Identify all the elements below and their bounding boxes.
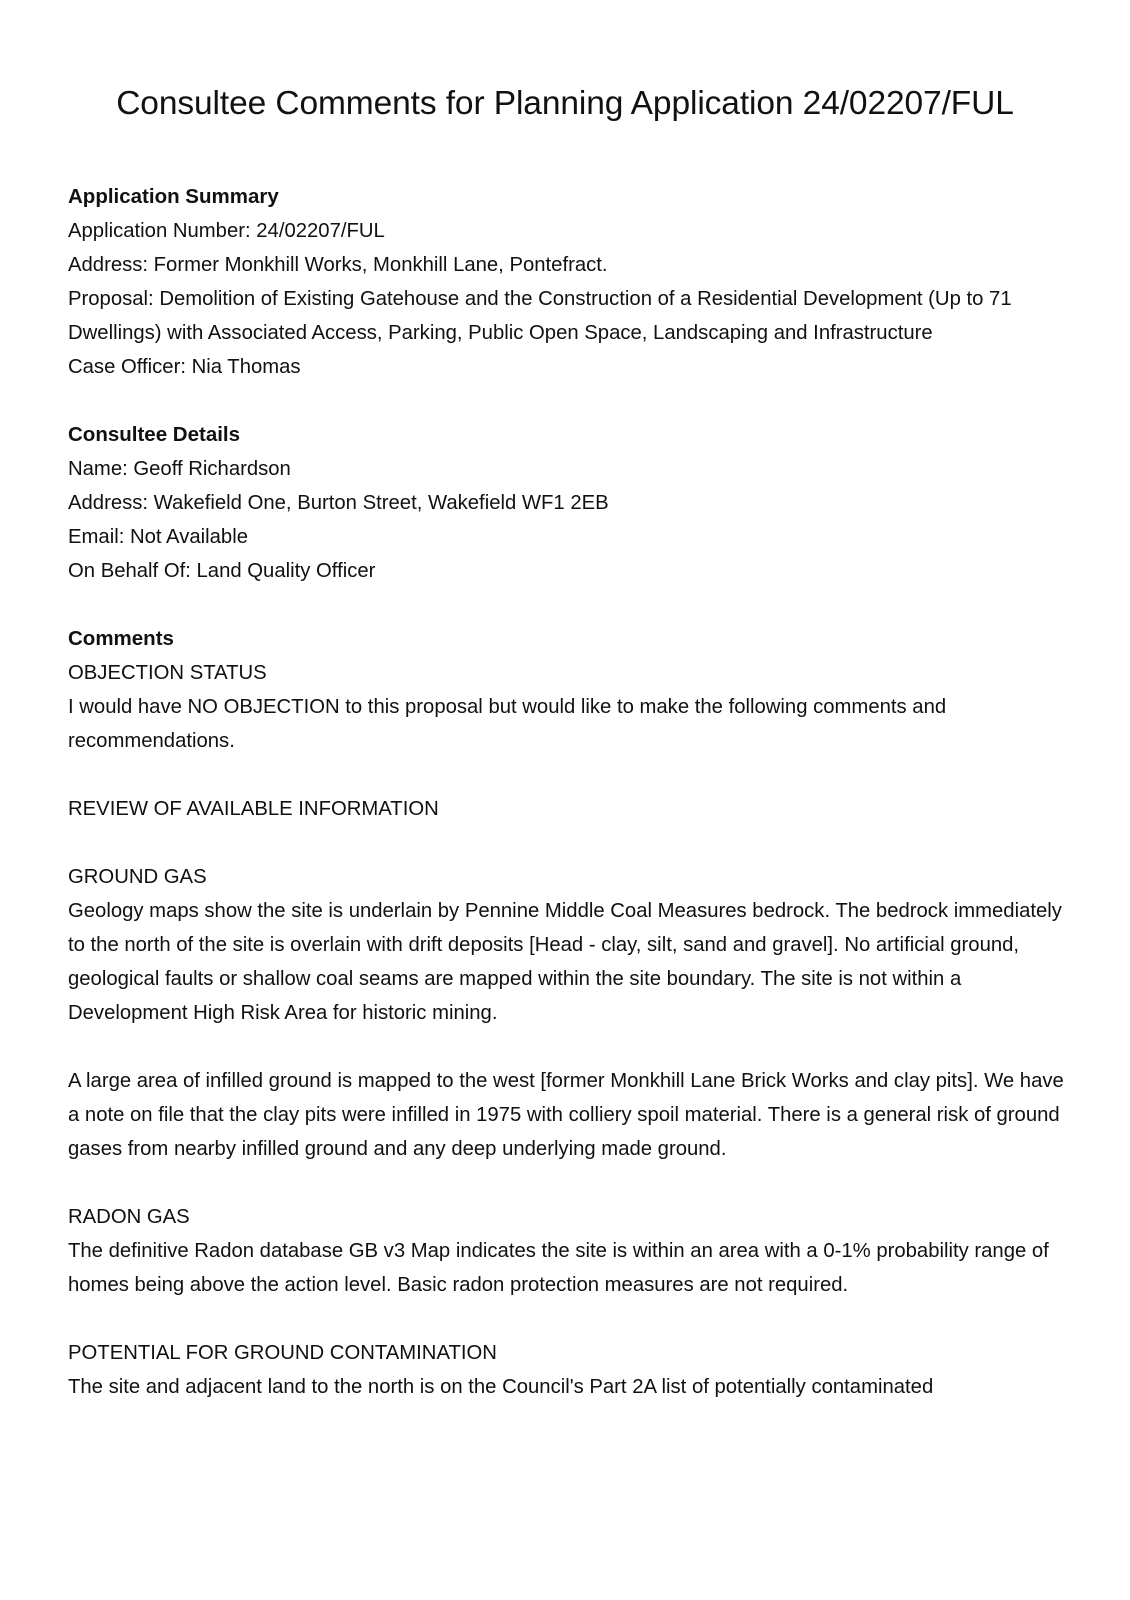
contamination-text: The site and adjacent land to the north is on the Council's Part 2A list of potentially contaminated: [68, 1376, 934, 1398]
page-title: Consultee Comments for Planning Application 24/02207/FUL: [116, 85, 1014, 122]
contamination-heading: POTENTIAL FOR GROUND CONTAMINATION: [68, 1342, 497, 1364]
objection-status-text: I would have NO OBJECTION to this proposal but would like to make the following comments and recommendations.: [68, 696, 947, 752]
document-body: [68, 180, 1068, 1404]
application-address: Address: Former Monkhill Works, Monkhill Lane, Pontefract.: [68, 254, 608, 276]
application-proposal: Proposal: Demolition of Existing Gatehouse and the Construction of a Residential Development (Up to 71 Dwellings) with Associated Access, Parking, Public Open Space, Landscaping and Infrastructure: [68, 288, 1012, 344]
comments-section: [68, 622, 1068, 1404]
objection-status-heading: OBJECTION STATUS: [68, 662, 267, 684]
application-number: Application Number: 24/02207/FUL: [68, 220, 385, 242]
case-officer: Case Officer: Nia Thomas: [68, 356, 301, 378]
consultee-name: Name: Geoff Richardson: [68, 458, 291, 480]
application-summary-section: [68, 180, 1068, 384]
consultee-email: Email: Not Available: [68, 526, 248, 548]
ground-gas-heading: GROUND GAS: [68, 866, 207, 888]
application-summary-heading: Application Summary: [68, 185, 279, 208]
ground-gas-paragraph-2: A large area of infilled ground is mapped to the west [former Monkhill Lane Brick Works and clay pits]. We have a note on file that the clay pits were infilled in 1975 with colliery spoil material. There is a general risk of ground gases from nearby infilled ground and any deep underlying made ground.: [68, 1070, 1064, 1160]
consultee-details-section: [68, 418, 1068, 588]
radon-text: The definitive Radon database GB v3 Map indicates the site is within an area with a 0-1% probability range of homes being above the action level. Basic radon protection measures are not required.: [68, 1240, 1049, 1296]
radon-heading: RADON GAS: [68, 1206, 190, 1228]
consultee-details-heading: Consultee Details: [68, 423, 241, 446]
ground-gas-paragraph-1: Geology maps show the site is underlain by Pennine Middle Coal Measures bedrock. The bedrock immediately to the north of the site is overlain with drift deposits [Head - clay, silt, sand and gravel]. No artificial ground, geological faults or shallow coal seams are mapped within the site boundary. The site is not within a Development High Risk Area for historic mining.: [68, 900, 1062, 1024]
comments-heading: Comments: [68, 627, 174, 650]
review-heading: REVIEW OF AVAILABLE INFORMATION: [68, 798, 439, 820]
consultee-on-behalf-of: On Behalf Of: Land Quality Officer: [68, 560, 376, 582]
consultee-address: Address: Wakefield One, Burton Street, Wakefield WF1 2EB: [68, 492, 609, 514]
